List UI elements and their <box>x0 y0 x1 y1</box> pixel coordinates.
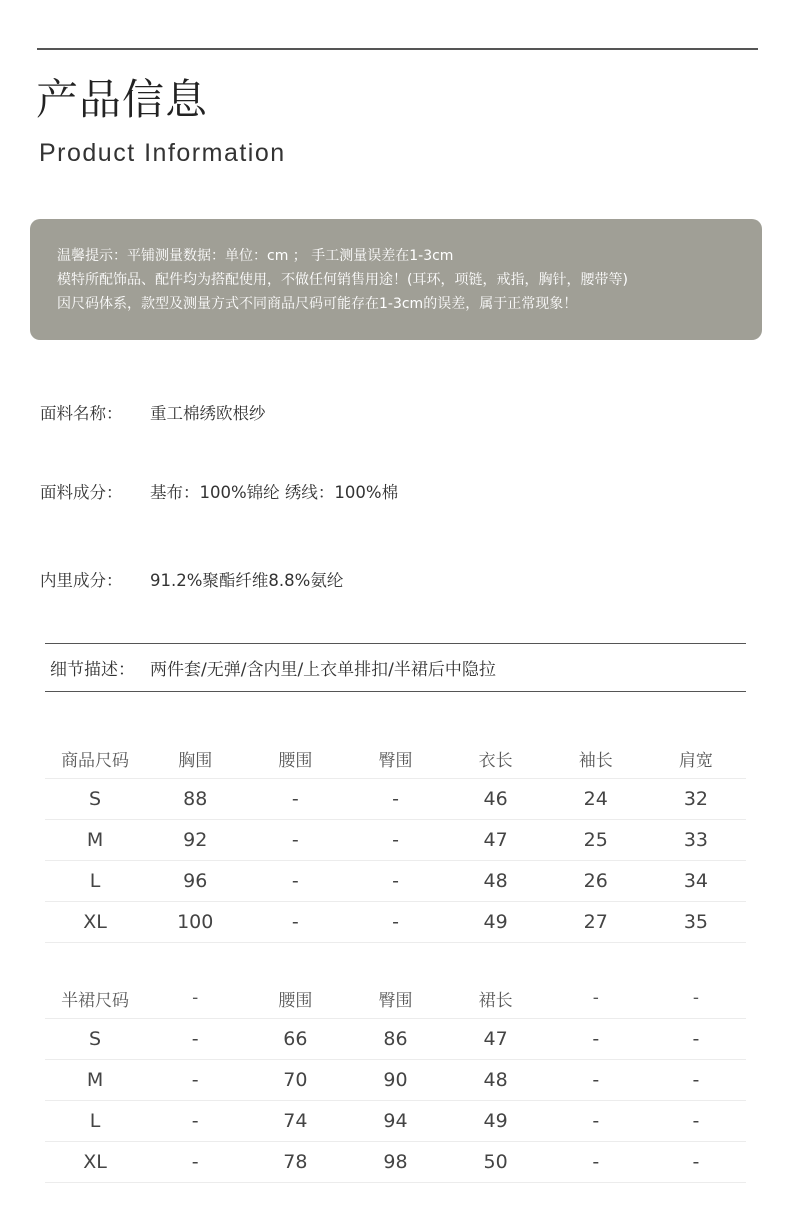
detail-row <box>50 655 496 680</box>
table-cell: - <box>145 1019 245 1060</box>
table-header-row <box>45 978 746 1019</box>
table-header-cell: 腰围 <box>245 738 345 779</box>
table-cell: 27 <box>546 902 646 943</box>
table-cell: - <box>345 861 445 902</box>
fabric-name-label: 面料名称： <box>40 404 123 423</box>
table-cell: - <box>546 1142 646 1183</box>
table-cell: 35 <box>646 902 746 943</box>
table-cell: 98 <box>345 1142 445 1183</box>
table-cell: 49 <box>446 1101 546 1142</box>
table-cell: 88 <box>145 779 245 820</box>
table-row <box>45 1142 746 1183</box>
table-cell: - <box>145 1060 245 1101</box>
table-cell: 66 <box>245 1019 345 1060</box>
table-cell: M <box>45 820 145 861</box>
table-cell: - <box>145 1101 245 1142</box>
table-cell: XL <box>45 1142 145 1183</box>
table-cell: 48 <box>446 1060 546 1101</box>
detail-label: 细节描述： <box>50 660 135 680</box>
table-cell: 46 <box>446 779 546 820</box>
detail-value: 两件套/无弹/含内里/上衣单排扣/半裙后中隐拉 <box>150 660 496 680</box>
table-cell: - <box>546 1060 646 1101</box>
table-cell: - <box>245 779 345 820</box>
table-cell: - <box>145 1142 245 1183</box>
notice-box <box>30 219 762 340</box>
table-cell: 32 <box>646 779 746 820</box>
fabric-name-row <box>40 400 266 424</box>
table-cell: L <box>45 861 145 902</box>
table-cell: 24 <box>546 779 646 820</box>
table-cell: - <box>646 1060 746 1101</box>
table-cell: L <box>45 1101 145 1142</box>
table-cell: 90 <box>345 1060 445 1101</box>
table-header-cell: 腰围 <box>245 978 345 1019</box>
table-cell: - <box>646 1142 746 1183</box>
table-cell: 47 <box>446 820 546 861</box>
table-cell: 100 <box>145 902 245 943</box>
table-cell: S <box>45 779 145 820</box>
table-row <box>45 820 746 861</box>
table-cell: - <box>546 1101 646 1142</box>
fabric-composition-row <box>40 479 398 503</box>
table-cell: - <box>546 1019 646 1060</box>
table-row <box>45 861 746 902</box>
table-cell: M <box>45 1060 145 1101</box>
page-subtitle: Product Information <box>39 139 286 167</box>
table-row <box>45 1019 746 1060</box>
table-header-cell: 臀围 <box>345 978 445 1019</box>
table-cell: 49 <box>446 902 546 943</box>
table-cell: 26 <box>546 861 646 902</box>
skirt-size-table <box>45 978 746 1183</box>
table-row <box>45 779 746 820</box>
top-size-table <box>45 738 746 943</box>
lining-row <box>40 567 343 591</box>
table-cell: 34 <box>646 861 746 902</box>
table-cell: 94 <box>345 1101 445 1142</box>
table-header-cell: 胸围 <box>145 738 245 779</box>
page-title: 产品信息 <box>36 75 209 124</box>
lining-value: 91.2%聚酯纤维8.8%氨纶 <box>150 571 344 590</box>
table-cell: - <box>345 820 445 861</box>
detail-top-divider <box>45 643 746 644</box>
table-cell: - <box>245 902 345 943</box>
table-header-cell: - <box>646 978 746 1019</box>
lining-label: 内里成分： <box>40 571 123 590</box>
top-divider <box>37 48 758 50</box>
table-header-cell: - <box>145 978 245 1019</box>
table-cell: 25 <box>546 820 646 861</box>
table-header-cell: 衣长 <box>446 738 546 779</box>
table-row <box>45 1060 746 1101</box>
table-cell: - <box>245 861 345 902</box>
table-cell: 48 <box>446 861 546 902</box>
table-cell: - <box>646 1019 746 1060</box>
table-cell: - <box>646 1101 746 1142</box>
fabric-name-value: 重工棉绣欧根纱 <box>150 404 266 423</box>
table-cell: 86 <box>345 1019 445 1060</box>
notice-line-2: 模特所配饰品、配件均为搭配使用，不做任何销售用途！(耳环，项链，戒指，胸针，腰带等) <box>57 272 628 288</box>
table-cell: - <box>345 779 445 820</box>
table-header-row <box>45 738 746 779</box>
table-header-cell: - <box>546 978 646 1019</box>
notice-line-1: 温馨提示：平铺测量数据：单位：cm ； 手工测量误差在1-3cm <box>57 248 454 264</box>
table-cell: 78 <box>245 1142 345 1183</box>
table-cell: - <box>345 902 445 943</box>
table-header-cell: 臀围 <box>345 738 445 779</box>
table-cell: S <box>45 1019 145 1060</box>
table-cell: 92 <box>145 820 245 861</box>
fabric-composition-value: 基布：100%锦纶 绣线：100%棉 <box>150 483 399 502</box>
table-header-cell: 商品尺码 <box>45 738 145 779</box>
table-cell: 74 <box>245 1101 345 1142</box>
table-cell: 33 <box>646 820 746 861</box>
table-cell: 47 <box>446 1019 546 1060</box>
detail-bottom-divider <box>45 691 746 692</box>
table-cell: 50 <box>446 1142 546 1183</box>
table-header-cell: 裙长 <box>446 978 546 1019</box>
table-cell: - <box>245 820 345 861</box>
table-cell: XL <box>45 902 145 943</box>
table-row <box>45 1101 746 1142</box>
fabric-composition-label: 面料成分： <box>40 483 123 502</box>
table-cell: 96 <box>145 861 245 902</box>
notice-line-3: 因尺码体系，款型及测量方式不同商品尺码可能存在1-3cm的误差，属于正常现象！ <box>57 296 578 312</box>
table-cell: 70 <box>245 1060 345 1101</box>
table-header-cell: 半裙尺码 <box>45 978 145 1019</box>
table-header-cell: 袖长 <box>546 738 646 779</box>
table-row <box>45 902 746 943</box>
table-header-cell: 肩宽 <box>646 738 746 779</box>
